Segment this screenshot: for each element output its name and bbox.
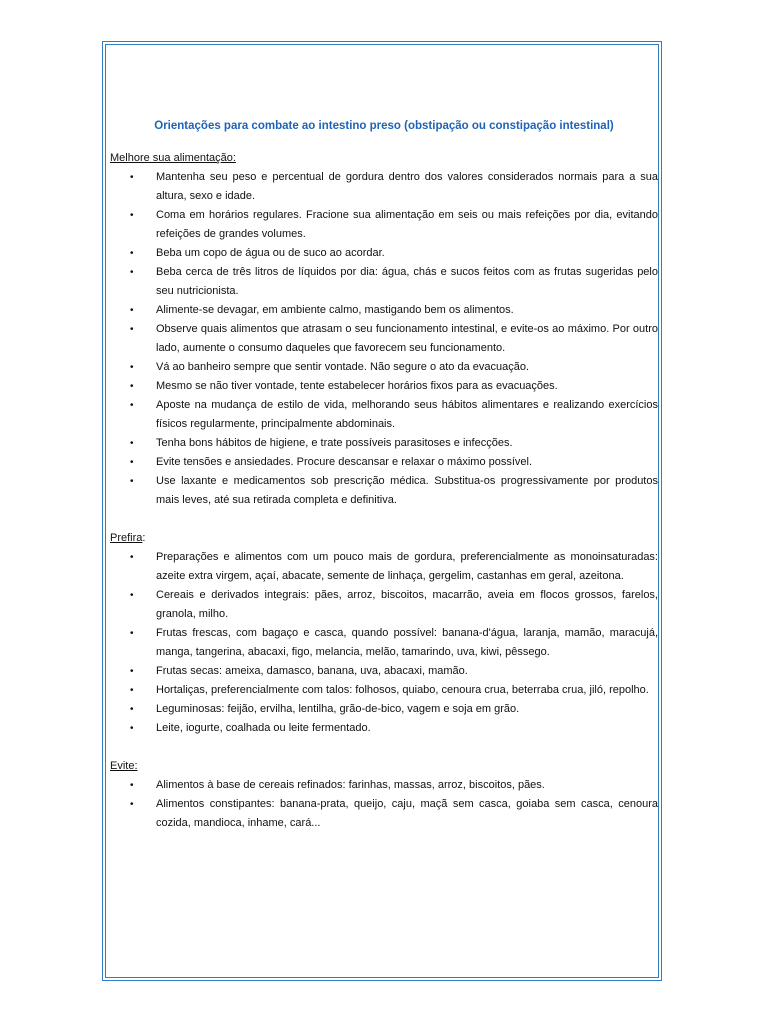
- list-item: • Coma em horários regulares. Fracione sua alimentação em seis ou mais refeições por dia, evitando refeições de grandes volumes.: [110, 206, 658, 244]
- bullet-icon: •: [130, 438, 134, 449]
- list-item: • Leguminosas: feijão, ervilha, lentilha, grão-de-bico, vagem e soja em grão.: [110, 700, 658, 719]
- list-item: • Tenha bons hábitos de higiene, e trate possíveis parasitoses e infecções.: [110, 434, 658, 453]
- list-evite: [110, 776, 658, 833]
- list-melhore: [110, 168, 658, 510]
- document-body: [110, 118, 658, 833]
- bullet-icon: •: [130, 362, 134, 373]
- bullet-icon: •: [130, 552, 134, 563]
- bullet-icon: •: [130, 590, 134, 601]
- list-item: • Leite, iogurte, coalhada ou leite fermentado.: [110, 719, 658, 738]
- section-heading-melhore-text: Melhore sua alimentação:: [110, 152, 236, 164]
- list-item: • Aposte na mudança de estilo de vida, melhorando seus hábitos alimentares e realizando exercícios físicos regularmente, principalmente abdominais.: [110, 396, 658, 434]
- list-item: • Alimente-se devagar, em ambiente calmo, mastigando bem os alimentos.: [110, 301, 658, 320]
- list-prefira: [110, 548, 658, 738]
- bullet-icon: •: [130, 210, 134, 221]
- section-heading-evite-text: Evite:: [110, 760, 138, 772]
- document-title: Orientações para combate ao intestino preso (obstipação ou constipação intestinal): [154, 120, 614, 132]
- bullet-icon: •: [130, 666, 134, 677]
- bullet-icon: •: [130, 685, 134, 696]
- list-item: • Alimentos à base de cereais refinados: farinhas, massas, arroz, biscoitos, pães.: [110, 776, 658, 795]
- list-item: • Preparações e alimentos com um pouco mais de gordura, preferencialmente as monoinsaturadas: azeite extra virgem, açaí, abacate, semente de linhaça, gergelim, castanhas em geral, azeitona.: [110, 548, 658, 586]
- section-heading-prefira-text: Prefira: [110, 532, 143, 544]
- bullet-icon: •: [130, 457, 134, 468]
- bullet-icon: •: [130, 799, 134, 810]
- list-item: • Mantenha seu peso e percentual de gordura dentro dos valores considerados normais para a sua altura, sexo e idade.: [110, 168, 658, 206]
- bullet-icon: •: [130, 723, 134, 734]
- bullet-icon: •: [130, 172, 134, 183]
- list-item: • Frutas secas: ameixa, damasco, banana, uva, abacaxi, mamão.: [110, 662, 658, 681]
- list-item: • Evite tensões e ansiedades. Procure descansar e relaxar o máximo possível.: [110, 453, 658, 472]
- list-item: • Use laxante e medicamentos sob prescrição médica. Substitua-os progressivamente por produtos mais leves, até sua retirada completa e definitiva.: [110, 472, 658, 510]
- list-item: • Observe quais alimentos que atrasam o seu funcionamento intestinal, e evite-os ao máximo. Por outro lado, aumente o consumo daqueles que favorecem seu funcionamento.: [110, 320, 658, 358]
- list-item: • Mesmo se não tiver vontade, tente estabelecer horários fixos para as evacuações.: [110, 377, 658, 396]
- bullet-icon: •: [130, 324, 134, 335]
- section-spacer: [110, 738, 658, 757]
- list-item: • Alimentos constipantes: banana-prata, queijo, caju, maçã sem casca, goiaba sem casca, cenoura cozida, mandioca, inhame, cará...: [110, 795, 658, 833]
- bullet-icon: •: [130, 476, 134, 487]
- section-spacer: [110, 510, 658, 529]
- section-heading-prefira: Prefira:: [110, 532, 146, 544]
- list-item: • Beba cerca de três litros de líquidos por dia: água, chás e sucos feitos com as frutas sugeridas pelo seu nutricionista.: [110, 263, 658, 301]
- list-item: • Hortaliças, preferencialmente com talos: folhosos, quiabo, cenoura crua, beterraba crua, jiló, repolho.: [110, 681, 658, 700]
- bullet-icon: •: [130, 381, 134, 392]
- bullet-icon: •: [130, 248, 134, 259]
- bullet-icon: •: [130, 704, 134, 715]
- list-item: • Frutas frescas, com bagaço e casca, quando possível: banana-d'água, laranja, mamão, maracujá, manga, tangerina, abacaxi, figo, melancia, melão, tamarindo, uva, kiwi, pêssego.: [110, 624, 658, 662]
- bullet-icon: •: [130, 267, 134, 278]
- bullet-icon: •: [130, 780, 134, 791]
- bullet-icon: •: [130, 628, 134, 639]
- list-item: • Cereais e derivados integrais: pães, arroz, biscoitos, macarrão, aveia em flocos grossos, farelos, granola, milho.: [110, 586, 658, 624]
- bullet-icon: •: [130, 400, 134, 411]
- list-item: • Vá ao banheiro sempre que sentir vontade. Não segure o ato da evacuação.: [110, 358, 658, 377]
- bullet-icon: •: [130, 305, 134, 316]
- section-heading-melhore: [110, 149, 658, 168]
- section-heading-evite: [110, 757, 658, 776]
- list-item: • Beba um copo de água ou de suco ao acordar.: [110, 244, 658, 263]
